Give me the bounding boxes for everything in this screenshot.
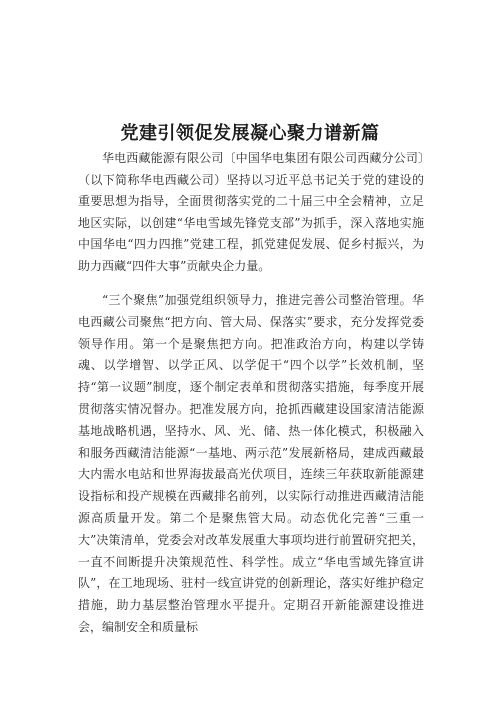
paragraph-intro: 华电西藏能源有限公司〔中国华电集团有限公司西藏分公司〕（以下简称华电西藏公司）坚持以习近平总书记关于党的建设的重要思想为指导，全面贯彻落实党的二十届三中全会精神，立足地区实际，以创建“华电雪域先锋党支部”为抓手，深入落地实施中国华电“四力四推”党建工程，抓党建促发展、促乡村振兴，为助力西藏“四件大事”贡献央企力量。 xyxy=(78,151,424,273)
paragraph-three-focus: “三个聚焦”加强党组织领导力，推进完善公司整治管理。华电西藏公司聚焦“把方向、管大局、保落实”要求，充分发挥党委领导作用。第一个是聚焦把方向。把准政治方向，构建以学铸魂、以学增智、以学正风、以学促干“四个以学”长效机制，坚持“第一议题”制度，逐个制定表单和贯彻落实措施，每季度开展贯彻落实情况督办。把准发展方向，抢抓西藏建设国家清洁能源基地战略机遇，坚持水、风、光、储、热一体化模式，积极融入和服务西藏清洁能源“一基地、两示范”发展新格局，建成西藏最大内需水电站和世界海拔最高光伏项目，连续三年获取新能源建设指标和投产规模在西藏排名前列，以实际行动推进西藏清洁能源高质量开发。第二个是聚焦管大局。动态优化完善“三重一大”决策清单，党委会对改革发展重大事项均进行前置研究把关，一直不间断提升决策规范性、科学性。成立“华电雪域先锋宣讲队”，在工地现场、驻村一线宣讲党的创新理论，落实好维护稳定措施，助力基层整治管理水平提升。定期召开新能源建设推进会，编制安全和质量标 xyxy=(78,293,424,634)
document-title: 党建引领促发展凝心聚力谱新篇 xyxy=(120,123,380,144)
